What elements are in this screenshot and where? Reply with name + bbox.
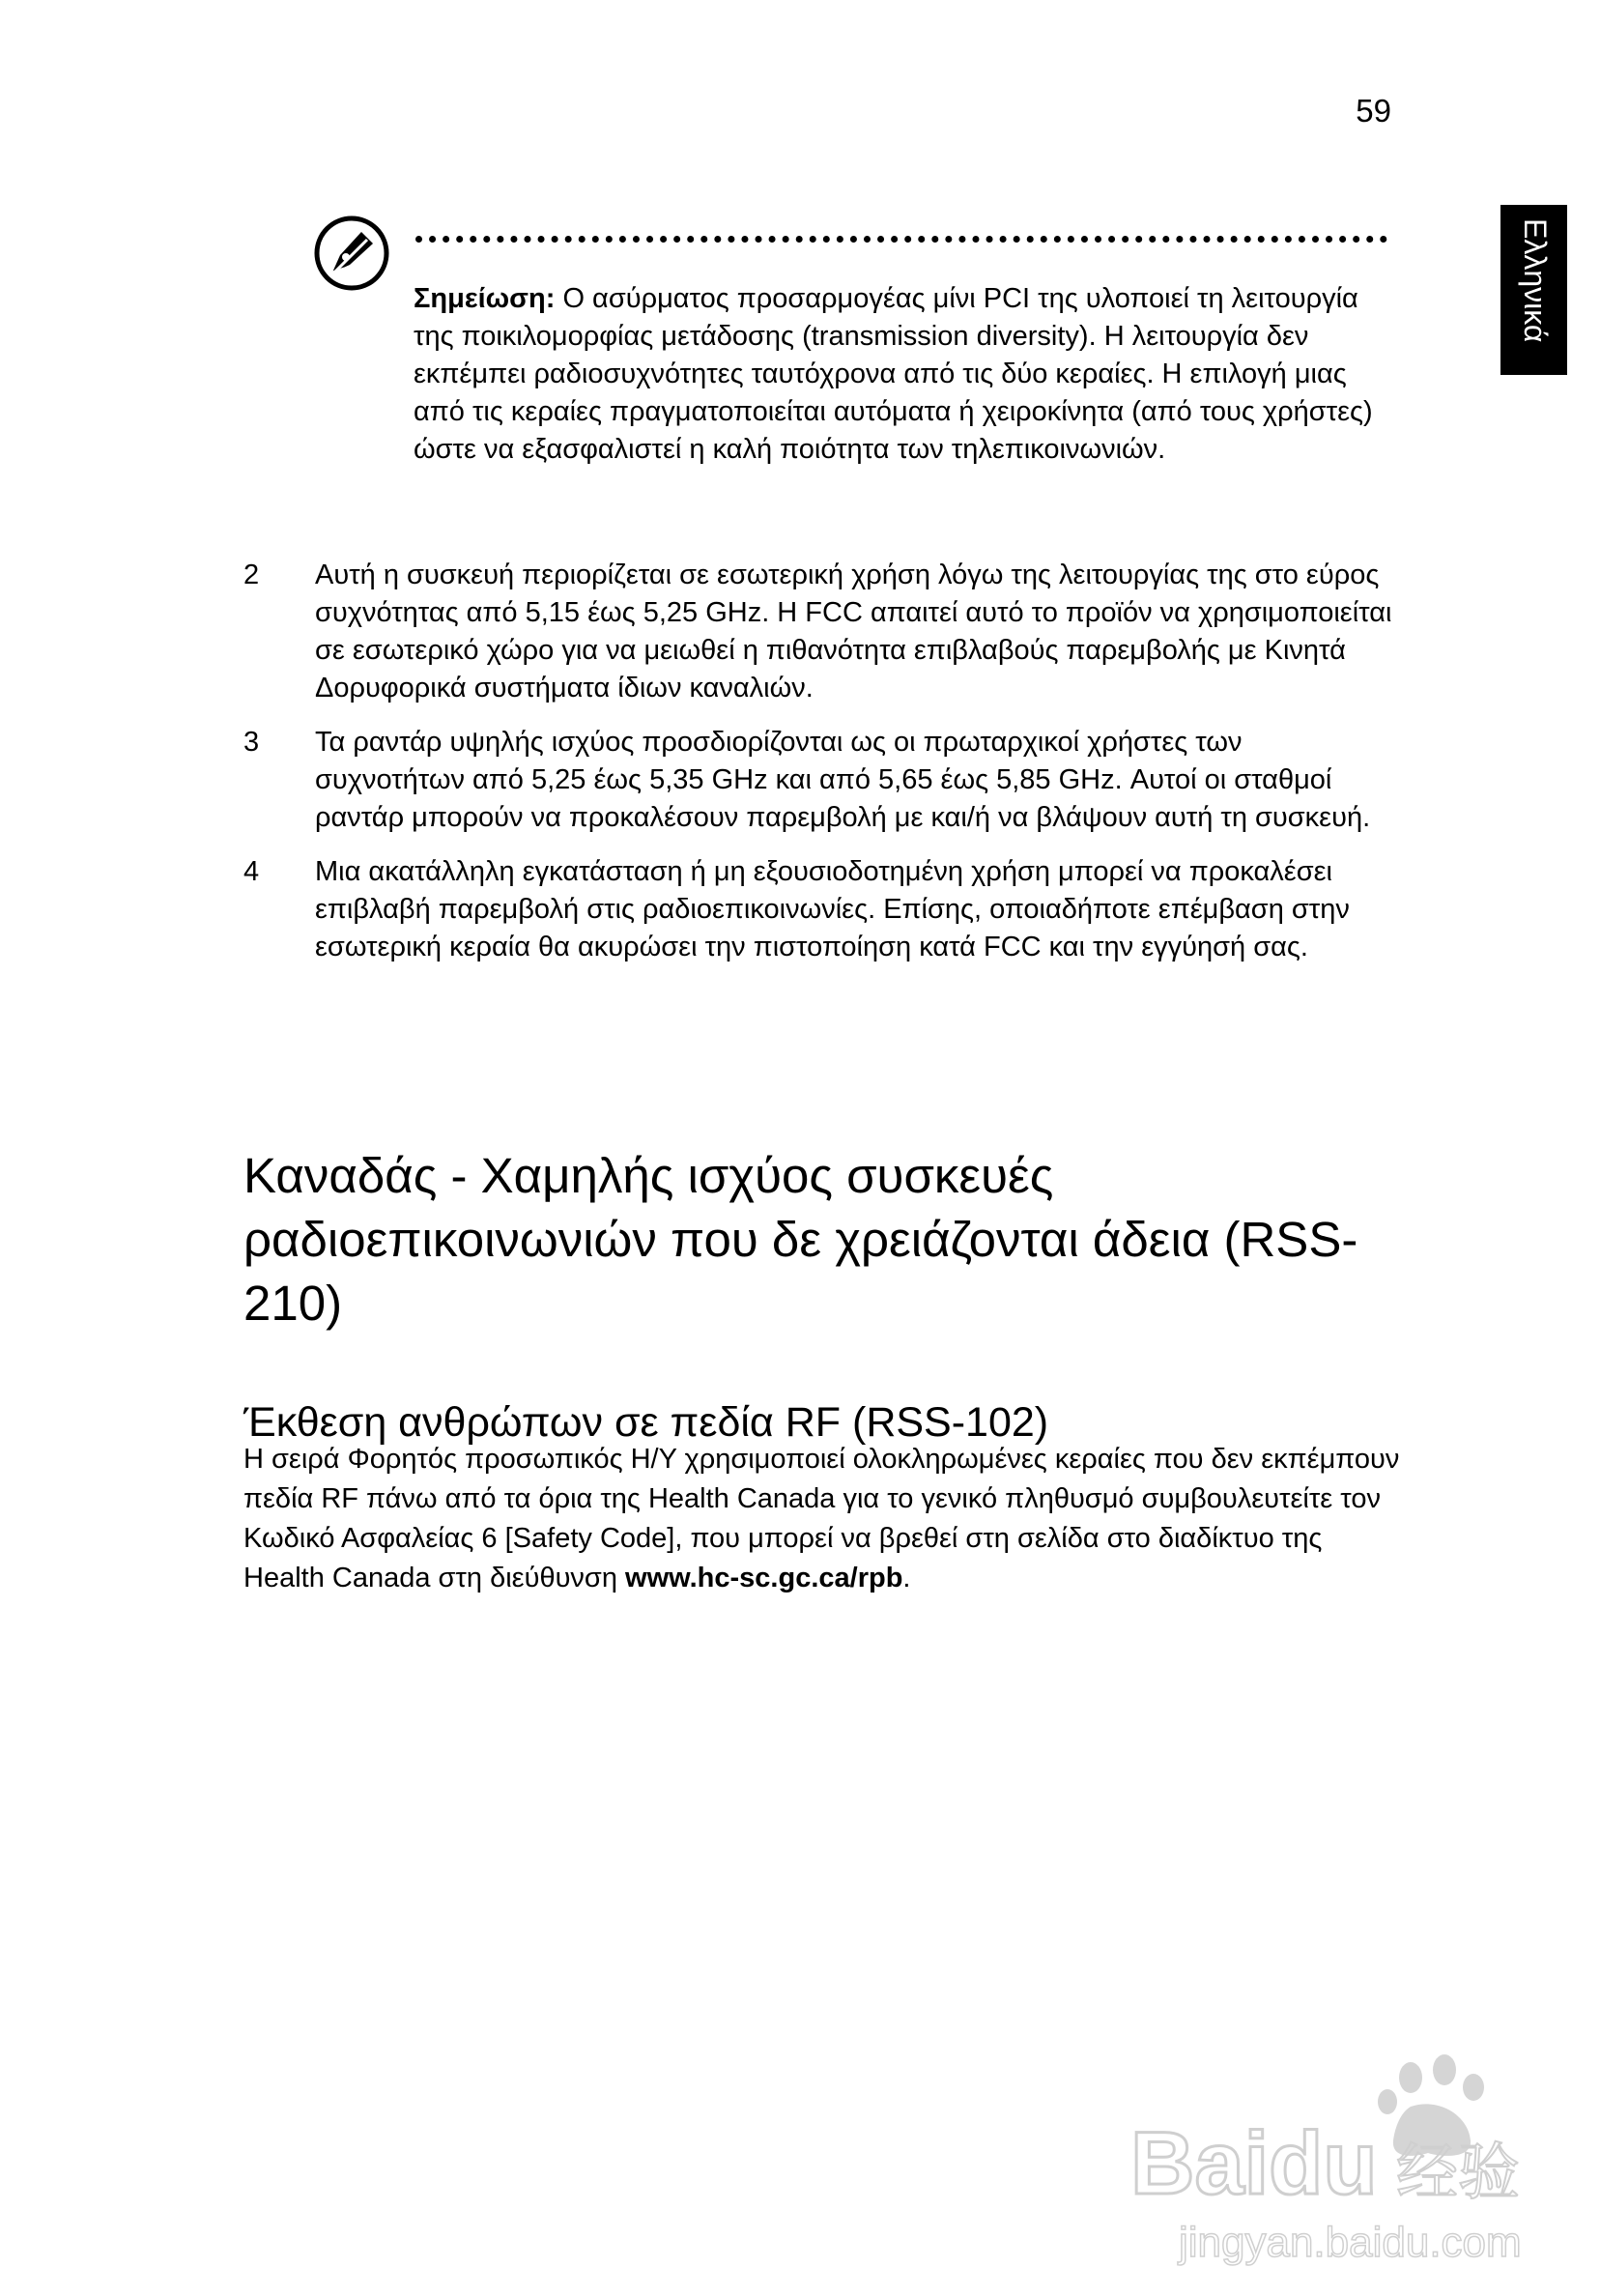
page-number: 59 — [1356, 93, 1391, 129]
note-text: Ο ασύρματος προσαρμογέας μίνι PCI της υλοποιεί τη λειτουργία της ποικιλομορφίας μετάδοσης (transmission diversity). Η λειτουργία δεν εκπέμπει ραδιοσυχνότητες ταυτόχρονα από τις δύο κεραίες. Η επιλογή μιας από τις κεραίες πραγματοποιείται αυτόματα ή χειροκίνητα (από τους χρήστες) ώστε να εξασφαλιστεί η καλή ποιότητα των τηλεπικοινωνιών. — [414, 283, 1373, 465]
watermark-brand: Baidu — [1130, 2114, 1378, 2213]
list-text: Αυτή η συσκευή περιορίζεται σε εσωτερική χρήση λόγω της λειτουργίας της στο εύρος συχνότητας από 5,15 έως 5,25 GHz. Η FCC απαιτεί αυτό το προϊόν να χρησιμοποιείται σε εσωτερικό χώρο για να μειωθεί η πιθανότητα επιβλαβούς παρεμβολής με Κινητά Δορυφορικά συστήματα ίδιων καναλιών. — [315, 560, 1392, 703]
list-number: 2 — [243, 560, 260, 590]
body-paragraph — [243, 1440, 1403, 1598]
list-item — [243, 724, 1393, 837]
note-label: Σημείωση: — [414, 283, 556, 314]
list-item — [243, 853, 1393, 966]
body-text: Η σειρά Φορητός προσωπικός Η/Υ χρησιμοποιεί ολοκληρωμένες κεραίες που δεν εκπέμπουν πεδία RF πάνω από τα όρια της Health Canada για το γενικό πληθυσμό συμβουλευτείτε τον Κωδικό Ασφαλείας 6 [Safety Code], που μπορεί να βρεθεί στη σελίδα στο διαδίκτυο της Health Canada στη διεύθυνση — [243, 1444, 1400, 1593]
list-number: 3 — [243, 727, 260, 758]
numbered-list — [243, 557, 1393, 983]
health-canada-link[interactable]: www.hc-sc.gc.ca/rpb — [625, 1563, 903, 1593]
baidu-watermark-logo — [1121, 2049, 1556, 2271]
body-end: . — [902, 1563, 911, 1593]
language-tab — [1500, 205, 1567, 375]
watermark-site: jingyan.baidu.com — [1179, 2219, 1522, 2266]
list-item — [243, 557, 1393, 707]
note-pen-icon — [311, 213, 392, 294]
list-text: Τα ραντάρ υψηλής ισχύος προσδιορίζονται ως οι πρωταρχικοί χρήστες των συχνοτήτων από 5,25 έως 5,35 GHz και από 5,65 έως 5,85 GHz. Αυτοί οι σταθμοί ραντάρ μπορούν να προκαλέσουν παρεμβολή με και/ή να βλάψουν αυτή τη συσκευή. — [315, 727, 1371, 833]
note-block — [414, 280, 1389, 469]
subsection-heading: Έκθεση ανθρώπων σε πεδία RF (RSS-102) — [243, 1398, 1049, 1446]
watermark-cn: 经验 — [1396, 2138, 1520, 2209]
section-heading: Καναδάς - Χαμηλής ισχύος συσκευές ραδιοεπικοινωνιών που δε χρειάζονται άδεια (RSS-210) — [243, 1148, 1358, 1332]
note-divider — [415, 236, 1387, 243]
list-number: 4 — [243, 856, 260, 887]
language-tab-label: Ελληνικά — [1518, 218, 1553, 343]
list-text: Μια ακατάλληλη εγκατάσταση ή μη εξουσιοδοτημένη χρήση μπορεί να προκαλέσει επιβλαβή παρεμβολή στις ραδιοεπικοινωνίες. Επίσης, οποιαδήποτε επέμβαση στην εσωτερική κεραία θα ακυρώσει την πιστοποίηση κατά FCC και την εγγύησή σας. — [315, 856, 1350, 962]
